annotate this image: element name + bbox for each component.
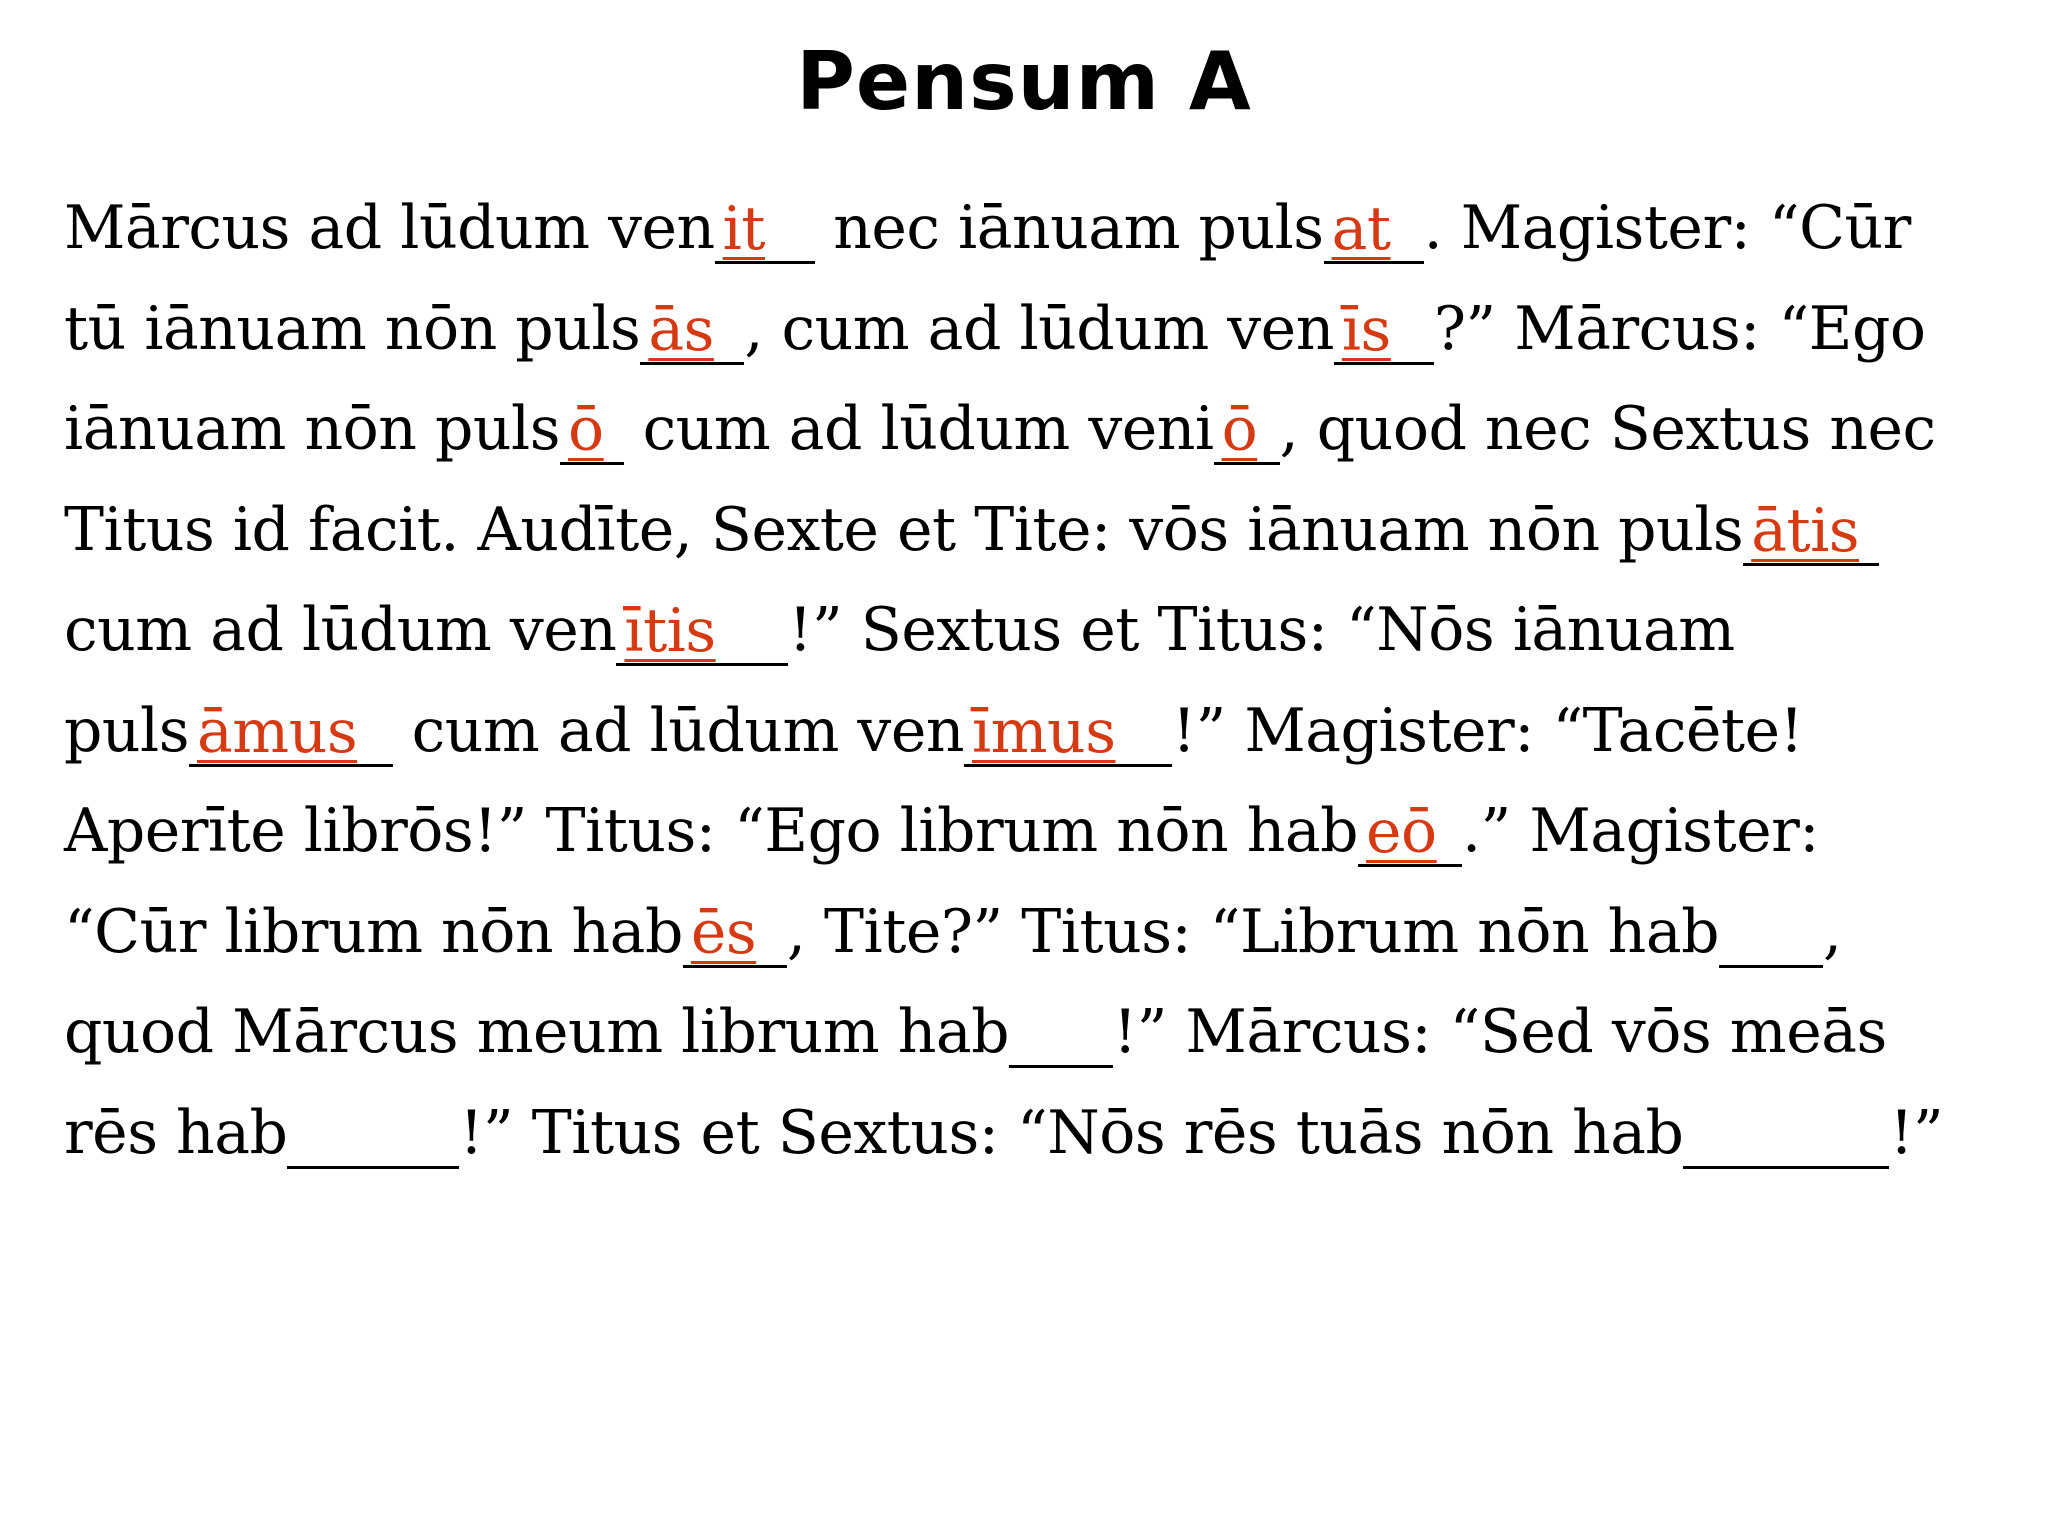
filled-answer: īmus [971,697,1116,767]
answer-blank[interactable] [1324,195,1424,264]
text-segment: !” Magister: “Tacēte! [1171,696,1804,766]
text-segment: !” Sextus et Titus: “Nōs iānuam [788,595,1735,665]
filled-answer: ās [648,295,714,365]
text-line [64,681,1803,781]
answer-blank[interactable] [1719,899,1823,968]
filled-answer: ītis [624,596,716,666]
text-segment: puls [64,696,190,766]
text-segment: Aperīte librōs!” Titus: “Ego librum nōn hab [64,796,1359,866]
text-segment: quod Mārcus meum librum hab [64,997,1010,1067]
filled-answer: īs [1341,295,1391,365]
answer-blank[interactable] [1009,999,1113,1068]
text-segment: Titus id facit. Audīte, Sexte et Tite: vōs iānuam nōn puls [64,495,1744,565]
text-line [64,279,1925,379]
text-segment: , quod nec Sextus nec [1279,394,1936,464]
answer-blank[interactable] [683,899,787,968]
text-line [64,480,1879,580]
text-segment: Mārcus ad lūdum ven [64,193,715,263]
filled-answer: ō [1221,395,1258,465]
text-line [64,1083,1943,1183]
filled-answer: ō [568,395,604,465]
answer-blank[interactable] [1214,396,1280,465]
text-segment: nec iānuam puls [814,193,1324,263]
text-line [64,882,1842,982]
text-segment: rēs hab [64,1098,288,1168]
answer-blank[interactable] [1683,1100,1889,1169]
text-segment: ?” Mārcus: “Ego [1433,294,1926,364]
filled-answer: at [1331,194,1391,264]
text-segment: . Magister: “Cūr [1423,193,1911,263]
answer-blank[interactable] [964,698,1172,767]
answer-blank[interactable] [616,597,788,666]
text-segment: !” Titus et Sextus: “Nōs rēs tuās nōn hab [459,1098,1684,1168]
text-segment: , Tite?” Titus: “Librum nōn hab [786,897,1719,967]
answer-blank[interactable] [1358,798,1462,867]
text-segment: cum ad lūdum ven [393,696,964,766]
filled-answer: it [722,194,765,264]
text-segment: , [1823,897,1842,967]
filled-answer: āmus [197,697,358,767]
text-segment: iānuam nōn puls [64,394,560,464]
filled-answer: eō [1366,797,1437,867]
answer-blank[interactable] [715,195,815,264]
text-line [64,178,1911,278]
answer-blank[interactable] [189,698,393,767]
text-segment: !” Mārcus: “Sed vōs meās [1113,997,1887,1067]
filled-answer: ēs [690,898,757,968]
page-title: Pensum A [796,35,1252,128]
text-segment: cum ad lūdum veni [624,394,1214,464]
answer-blank[interactable] [1334,296,1434,365]
text-segment: cum ad lūdum ven [64,595,617,665]
text-segment: “Cūr librum nōn hab [64,897,683,967]
text-segment: .” Magister: [1462,796,1819,866]
answer-blank[interactable] [1743,497,1879,566]
filled-answer: ātis [1751,496,1860,566]
text-segment: , cum ad lūdum ven [744,294,1334,364]
answer-blank[interactable] [560,396,624,465]
text-line [64,580,1735,680]
answer-blank[interactable] [287,1100,459,1169]
text-segment: tū iānuam nōn puls [64,294,641,364]
text-segment: !” [1889,1098,1944,1168]
text-line [64,982,1887,1082]
text-line [64,379,1936,479]
answer-blank[interactable] [640,296,744,365]
text-line [64,781,1819,881]
